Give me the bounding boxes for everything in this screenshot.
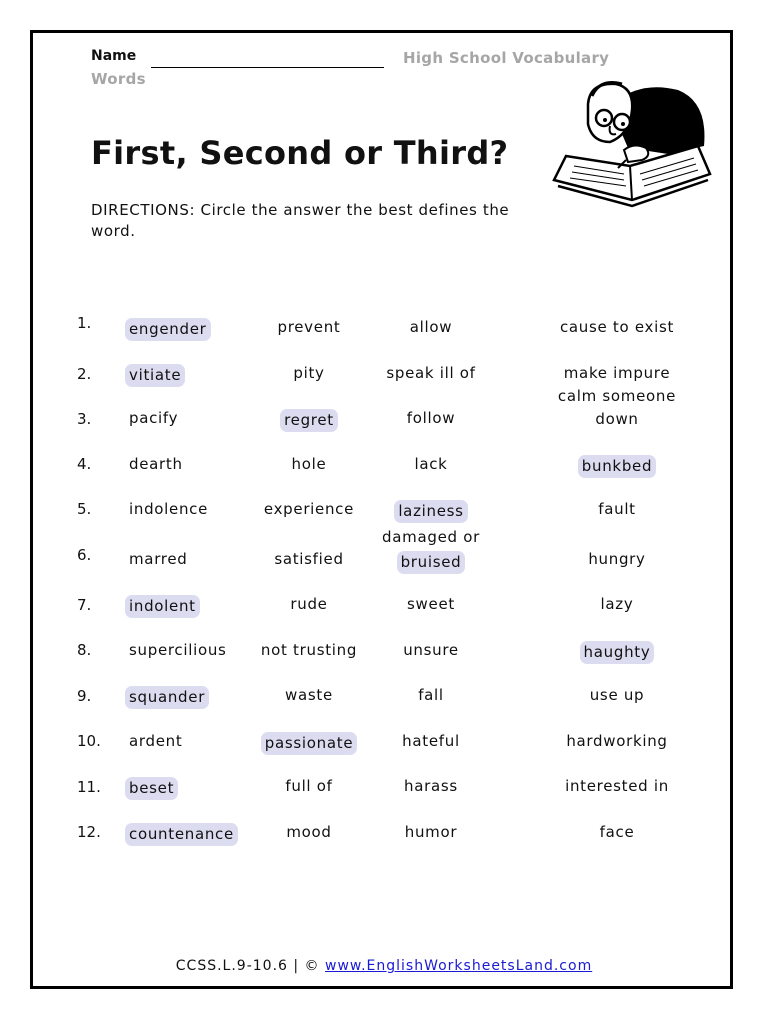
answer-choice-highlighted: indolent — [125, 595, 200, 618]
answer-choice[interactable] — [540, 500, 694, 519]
answer-choice-text: indolence — [129, 500, 209, 518]
question-number: 8. — [77, 641, 92, 659]
question-number: 2. — [77, 365, 92, 383]
answer-choice-text: lazy — [600, 595, 634, 613]
answer-choice-text: face — [599, 823, 635, 841]
name-label: Name — [91, 48, 137, 64]
answer-choice[interactable] — [540, 550, 694, 569]
question-number: 9. — [77, 687, 92, 705]
answer-choice[interactable] — [363, 318, 499, 337]
answer-choice[interactable] — [249, 500, 369, 519]
answer-choice[interactable] — [129, 686, 259, 709]
question-number: 7. — [77, 596, 92, 614]
answer-choice[interactable] — [540, 595, 694, 614]
question-number: 4. — [77, 455, 92, 473]
directions-text: DIRECTIONS: Circle the answer the best defines the word. — [91, 201, 510, 240]
question-number: 12. — [77, 823, 101, 841]
answer-choice[interactable] — [540, 732, 694, 751]
answer-choice-text: speak ill of — [386, 364, 476, 382]
question-number: 1. — [77, 314, 92, 332]
question-number: 10. — [77, 732, 101, 750]
answer-choice[interactable] — [129, 550, 259, 569]
answer-choice[interactable] — [249, 455, 369, 474]
answer-choice-highlighted: laziness — [394, 500, 467, 523]
answer-choice-text: follow — [406, 409, 456, 427]
reader-with-book-icon — [548, 76, 714, 210]
answer-choice-highlighted: bunkbed — [578, 455, 656, 478]
answer-choice[interactable] — [363, 777, 499, 796]
answer-choice-highlighted: squander — [125, 686, 209, 709]
answer-choice-text: mood — [286, 823, 332, 841]
question-number: 3. — [77, 410, 92, 428]
answer-choice-text: ardent — [129, 732, 183, 750]
answer-choice[interactable] — [249, 318, 369, 337]
answer-choice[interactable] — [363, 364, 499, 383]
answer-choice-text: hardworking — [566, 732, 668, 750]
answer-choice-highlighted: engender — [125, 318, 211, 341]
answer-choice[interactable] — [129, 777, 259, 800]
answer-choice[interactable] — [363, 732, 499, 751]
answer-choice-text: pity — [293, 364, 325, 382]
answer-choice[interactable] — [249, 732, 369, 755]
answer-choice[interactable] — [363, 409, 499, 428]
answer-choice-text: use up — [589, 686, 645, 704]
question-number: 11. — [77, 778, 101, 796]
answer-choice[interactable] — [540, 686, 694, 705]
answer-choice-text: experience — [263, 500, 355, 518]
answer-choice[interactable] — [249, 777, 369, 796]
answer-choice-text: waste — [285, 686, 333, 704]
answer-choice[interactable] — [129, 318, 259, 341]
answer-choice-text: cause to exist — [559, 318, 675, 336]
answer-choice-text: fall — [418, 686, 444, 704]
answer-choice-text: not trusting — [260, 641, 358, 659]
answer-choice[interactable] — [249, 409, 369, 432]
answer-choice[interactable] — [129, 409, 259, 428]
answer-choice-highlighted: passionate — [261, 732, 358, 755]
footer — [0, 958, 768, 974]
answer-choice-highlighted: vitiate — [125, 364, 185, 387]
footer-link[interactable]: www.EnglishWorksheetsLand.com — [325, 958, 593, 974]
answer-choice-text: full of — [285, 777, 333, 795]
answer-choice[interactable] — [363, 686, 499, 705]
answer-choice[interactable] — [129, 823, 259, 846]
answer-choice[interactable] — [540, 455, 694, 478]
answer-choice[interactable] — [129, 455, 259, 474]
answer-choice-text: prevent — [277, 318, 341, 336]
answer-choice[interactable] — [249, 686, 369, 705]
answer-choice-text: lack — [414, 455, 448, 473]
answer-choice[interactable] — [249, 364, 369, 383]
answer-choice-text: allow — [409, 318, 453, 336]
page-title: First, Second or Third? — [91, 134, 509, 172]
answer-choice[interactable] — [249, 550, 369, 569]
answer-choice-highlighted: regret — [280, 409, 338, 432]
answer-choice-text: calm someone down — [557, 387, 677, 428]
answer-choice-text: unsure — [403, 641, 459, 659]
answer-choice-text: dearth — [129, 455, 183, 473]
answer-choice[interactable] — [540, 364, 694, 383]
answer-choice-text: make impure — [563, 364, 671, 382]
answer-choice-text: marred — [129, 550, 188, 568]
answer-choice[interactable] — [540, 823, 694, 842]
answer-choice-text: hateful — [402, 732, 460, 750]
answer-choice[interactable] — [363, 455, 499, 474]
answer-choice[interactable] — [363, 641, 499, 660]
answer-choice-text: damaged or bruised — [363, 528, 499, 574]
answer-choice[interactable] — [129, 500, 259, 519]
answer-choice[interactable] — [363, 528, 499, 574]
answer-choice-text: hole — [291, 455, 327, 473]
answer-choice[interactable] — [540, 318, 694, 337]
answer-choice-highlighted: haughty — [580, 641, 655, 664]
answer-choice[interactable] — [540, 777, 694, 796]
answer-choice[interactable] — [129, 364, 259, 387]
answer-choice[interactable] — [540, 641, 694, 664]
answer-choice-text: harass — [404, 777, 458, 795]
answer-choice-highlighted: countenance — [125, 823, 238, 846]
answer-choice[interactable] — [249, 641, 369, 660]
answer-choice[interactable] — [363, 500, 499, 523]
answer-choice[interactable] — [249, 823, 369, 842]
footer-standard: CCSS.L.9-10.6 | © — [175, 958, 320, 974]
answer-choice-text: rude — [290, 595, 328, 613]
answer-choice-text: interested in — [565, 777, 669, 795]
question-number: 5. — [77, 500, 92, 518]
answer-choice[interactable] — [129, 641, 259, 660]
question-number: 6. — [77, 546, 92, 564]
answer-choice-text: pacify — [129, 409, 179, 427]
answer-choice-highlighted: beset — [125, 777, 178, 800]
subject-title: High School Vocabulary Words — [91, 49, 610, 88]
answer-choice-text: fault — [598, 500, 636, 518]
answer-choice-text: satisfied — [274, 550, 344, 568]
answer-choice[interactable] — [129, 595, 259, 618]
answer-choice[interactable] — [129, 732, 259, 751]
answer-choice[interactable] — [540, 387, 694, 429]
answer-choice-text: humor — [404, 823, 458, 841]
answer-choice-text: sweet — [407, 595, 455, 613]
answer-choice[interactable] — [363, 823, 499, 842]
answer-choice-text: hungry — [588, 550, 646, 568]
answer-choice[interactable] — [249, 595, 369, 614]
answer-choice[interactable] — [363, 595, 499, 614]
answer-choice-text: supercilious — [129, 641, 227, 659]
